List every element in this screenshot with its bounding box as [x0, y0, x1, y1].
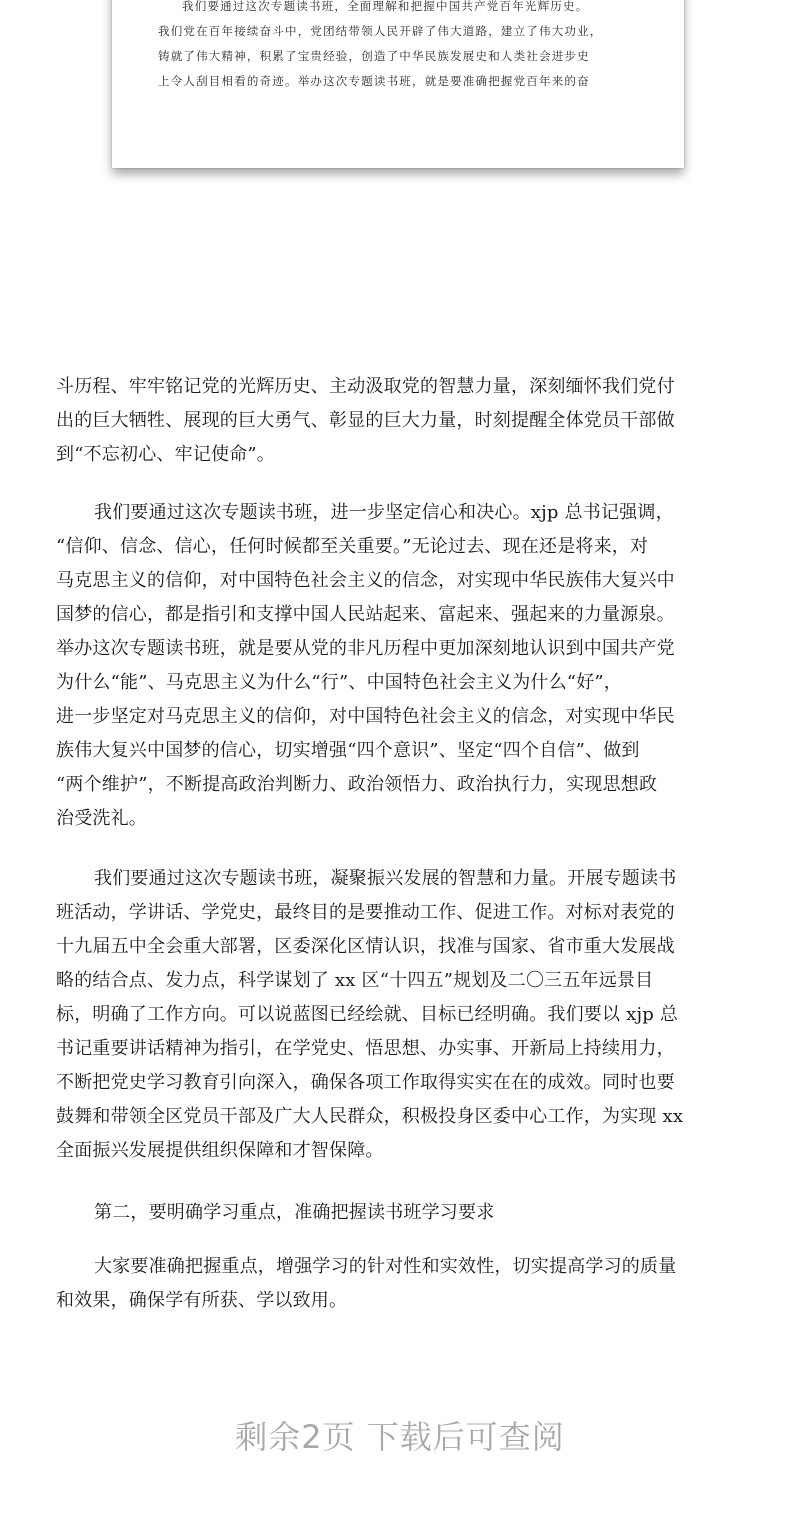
heading-line: 第二，要明确学习重点，准确把握读书班学习要求 — [94, 1202, 495, 1223]
text-line: 标，明确了工作方向。可以说蓝图已经绘就、目标已经明确。我们要以 xjp 总 — [56, 1004, 679, 1025]
preview-line: 我们要通过这次专题读书班，全面理解和把握中国共产党百年光辉历史。 — [182, 0, 589, 13]
remaining-pages-notice[interactable]: 剩余2页 下载后可查阅 — [235, 1418, 565, 1456]
text-line: 我们要通过这次专题读书班，进一步坚定信心和决心。xjp 总书记强调， — [94, 502, 674, 523]
text-line: 马克思主义的信仰，对中国特色社会主义的信念，对实现中华民族伟大复兴中 — [56, 570, 675, 591]
text-line: 十九届五中全会重大部署，区委深化区情认识，找准与国家、省市重大发展战 — [56, 936, 675, 957]
text-line: 出的巨大牺牲、展现的巨大勇气、彰显的巨大力量，时刻提醒全体党员干部做 — [56, 410, 675, 431]
text-line: 和效果，确保学有所获、学以致用。 — [56, 1290, 348, 1311]
previous-page-preview — [112, 0, 684, 168]
text-line: 举办这次专题读书班，就是要从党的非凡历程中更加深刻地认识到中国共产党 — [56, 638, 675, 659]
text-line: “两个维护”，不断提高政治判断力、政治领悟力、政治执行力，实现思想政 — [56, 774, 658, 795]
text-line: 族伟大复兴中国梦的信心，切实增强“四个意识”、坚定“四个自信”、做到 — [56, 740, 640, 761]
text-line: 治受洗礼。 — [56, 808, 147, 829]
text-line: 不断把党史学习教育引向深入，确保各项工作取得实实在在的成效。同时也要 — [56, 1072, 675, 1093]
text-line: 略的结合点、发力点，科学谋划了 xx 区“十四五”规划及二〇三五年远景目 — [56, 970, 654, 991]
text-line: 全面振兴发展提供组织保障和才智保障。 — [56, 1140, 384, 1161]
text-line: 我们要通过这次专题读书班，凝聚振兴发展的智慧和力量。开展专题读书 — [94, 868, 677, 889]
text-line: 书记重要讲话精神为指引，在学党史、悟思想、办实事、开新局上持续用力， — [56, 1038, 675, 1059]
text-line: 班活动，学讲话、学党史，最终目的是要推动工作、促进工作。对标对表党的 — [56, 902, 675, 923]
text-line: “信仰、信念、信心，任何时候都至关重要。”无论过去、现在还是将来，对 — [56, 536, 649, 557]
text-line: 斗历程、牢牢铭记党的光辉历史、主动汲取党的智慧力量，深刻缅怀我们党付 — [56, 376, 675, 397]
text-line: 国梦的信心，都是指引和支撑中国人民站起来、富起来、强起来的力量源泉。 — [56, 604, 675, 625]
text-line: 为什么“能”、马克思主义为什么“行”、中国特色社会主义为什么“好”， — [56, 672, 623, 693]
preview-line: 铸就了伟大精神，积累了宝贵经验，创造了中华民族发展史和人类社会进步史 — [158, 49, 590, 63]
text-line: 鼓舞和带领全区党员干部及广大人民群众，积极投身区委中心工作，为实现 xx — [56, 1106, 684, 1127]
text-line: 到“不忘初心、牢记使命”。 — [56, 444, 276, 465]
text-line: 大家要准确把握重点，增强学习的针对性和实效性，切实提高学习的质量 — [94, 1256, 677, 1277]
text-line: 进一步坚定对马克思主义的信仰，对中国特色社会主义的信念，对实现中华民 — [56, 706, 675, 727]
preview-line: 上令人刮目相看的奇迹。举办这次专题读书班，就是要准确把握党百年来的奋 — [158, 74, 590, 88]
preview-line: 我们党在百年接续奋斗中，党团结带领人民开辟了伟大道路，建立了伟大功业， — [158, 24, 603, 38]
